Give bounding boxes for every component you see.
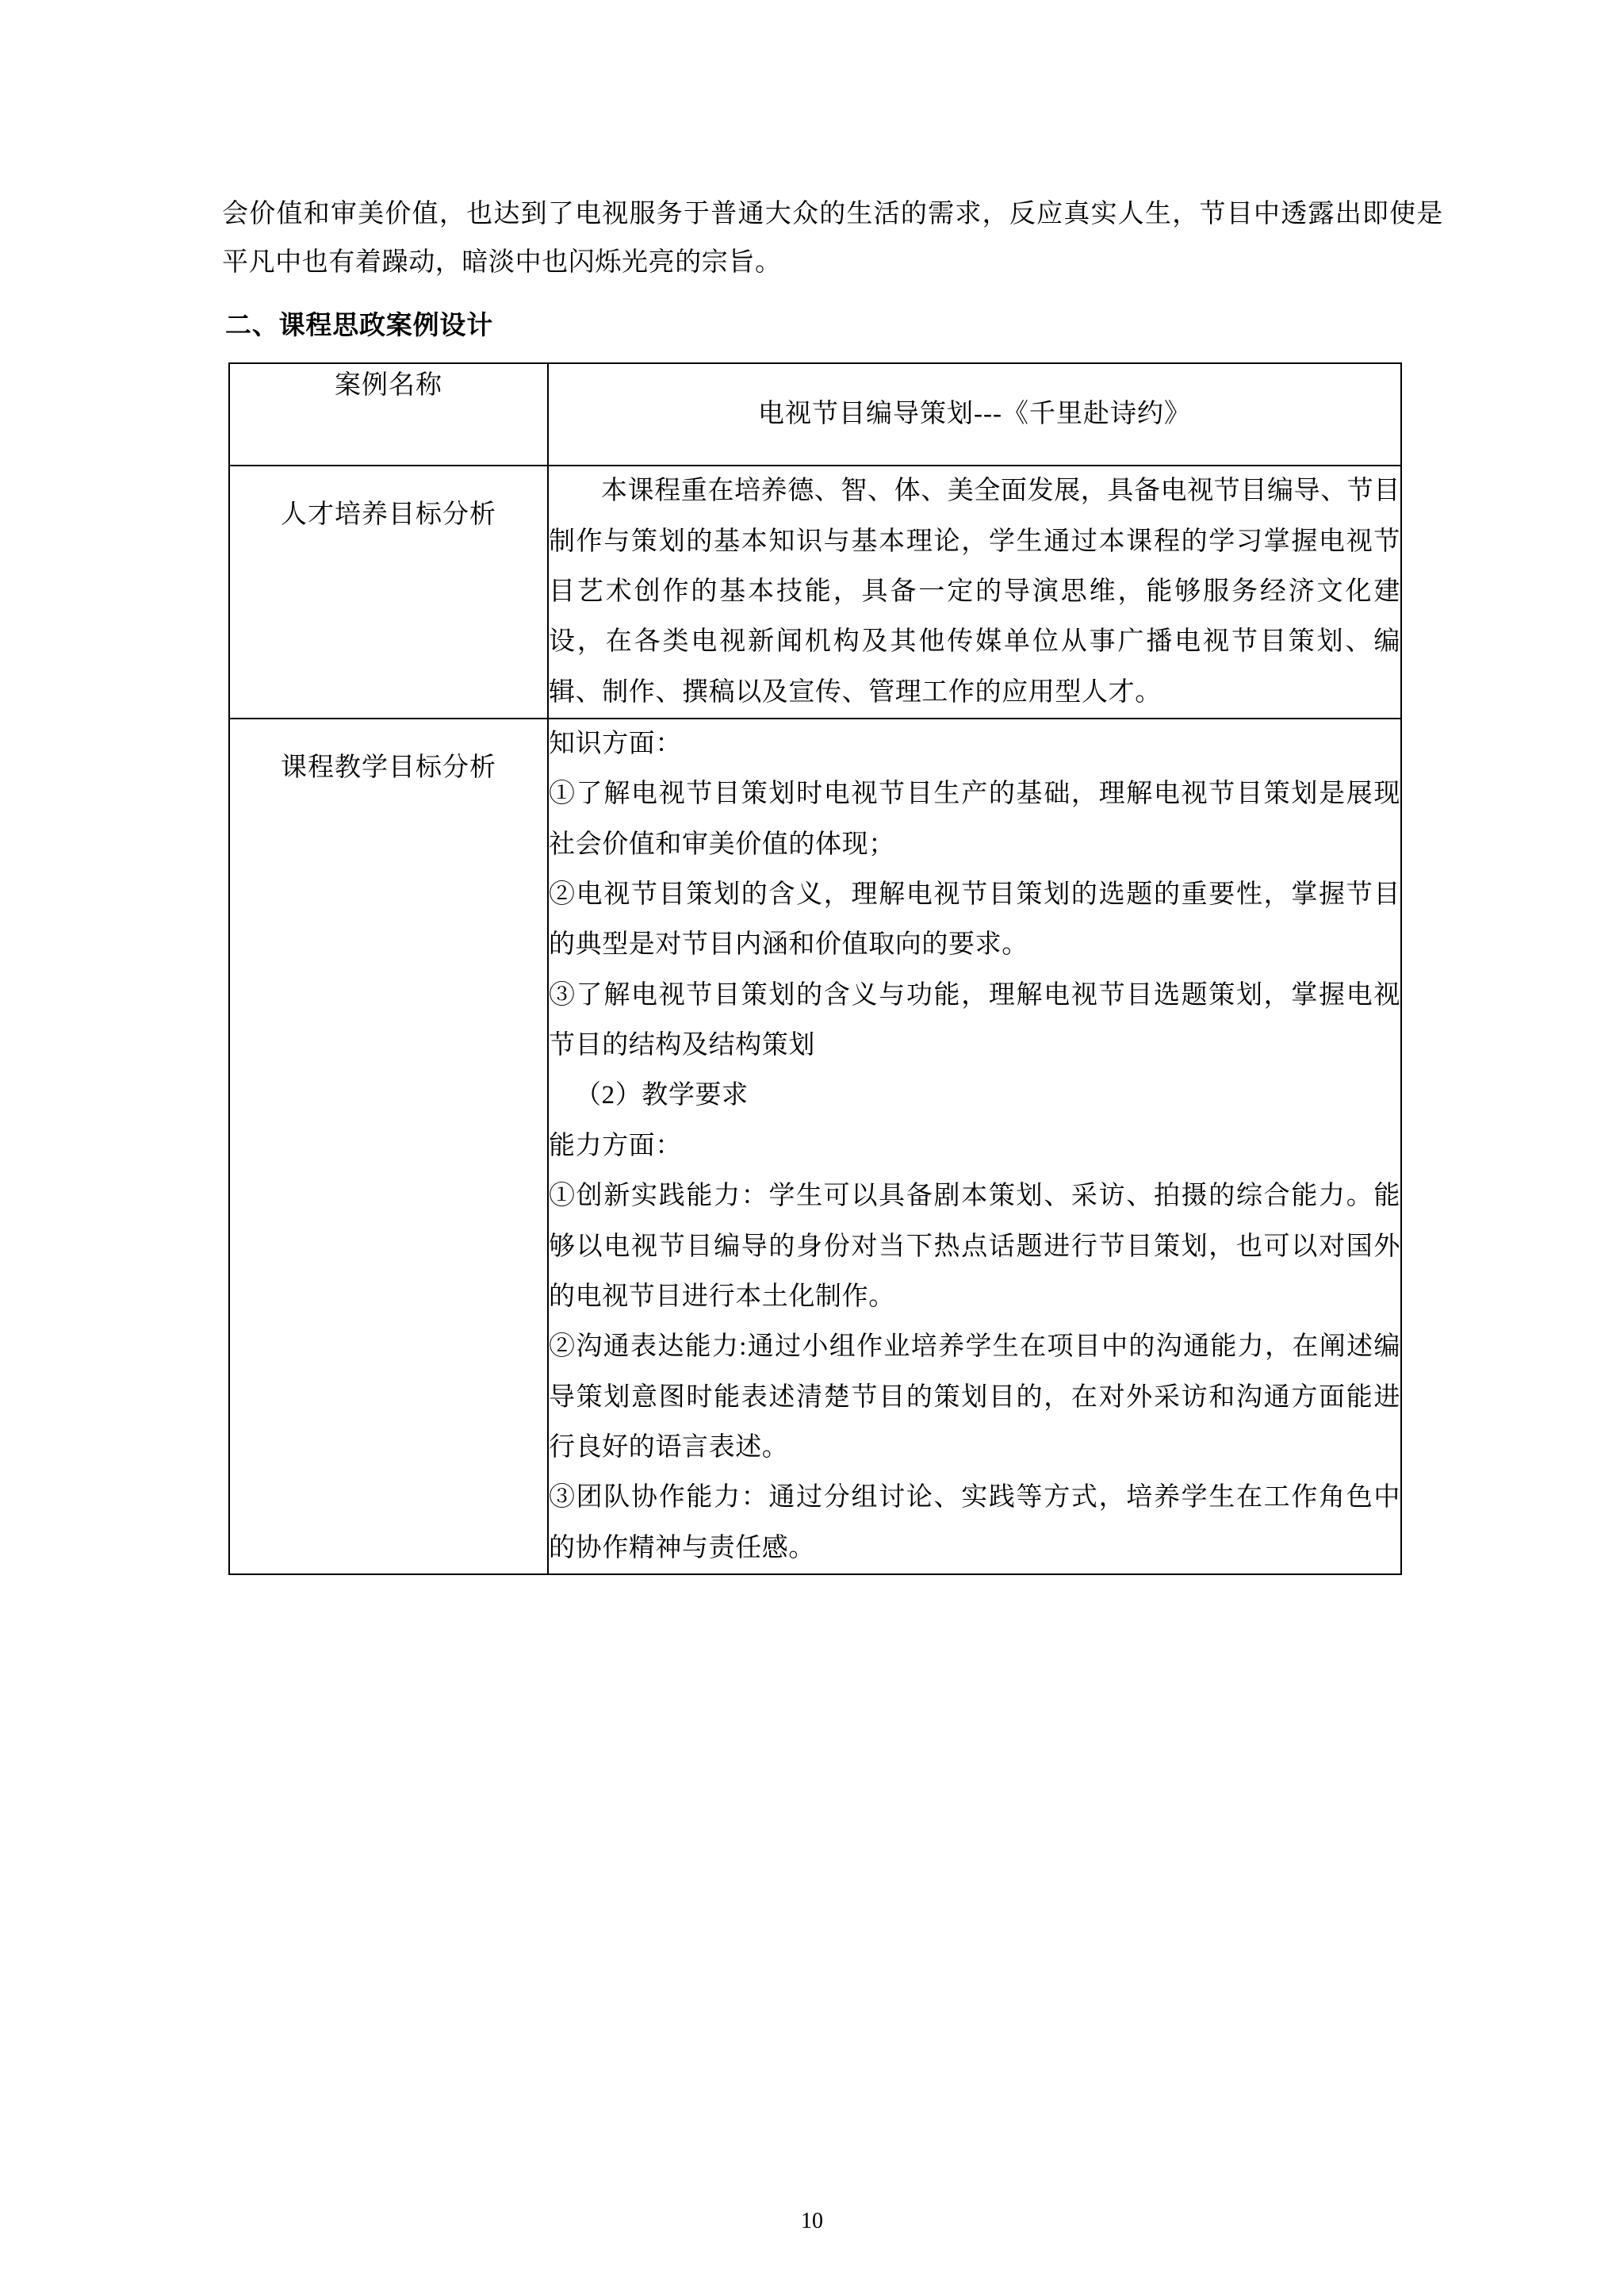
teaching-goal-line: ②沟通表达能力:通过小组作业培养学生在项目中的沟通能力，在阐述编导策划意图时能表述清楚节目的策划目的，在对外采访和沟通方面能进行良好的语言表述。	[549, 1332, 1400, 1462]
table-row	[229, 466, 1401, 719]
table-row	[229, 363, 1401, 466]
case-name-text: 电视节目编导策划---《千里赴诗约》	[758, 399, 1191, 428]
row-value-case-name	[548, 363, 1401, 466]
row-label-talent-goal: 人才培养目标分析	[229, 466, 548, 719]
teaching-goal-line: ①创新实践能力：学生可以具备剧本策划、采访、拍摄的综合能力。能够以电视节目编导的身份对当下热点话题进行节目策划，也可以对国外的电视节目进行本土化制作。	[549, 1182, 1400, 1311]
row-label-case-name: 案例名称	[229, 363, 548, 466]
table-row	[229, 719, 1401, 1574]
talent-goal-text: 本课程重在培养德、智、体、美全面发展，具备电视节目编导、节目制作与策划的基本知识与基本理论，学生通过本课程的学习掌握电视节目艺术创作的基本技能，具备一定的导演思维，能够服务经济文化建设，在各类电视新闻机构及其他传媒单位从事广播电视节目策划、编辑、制作、撰稿以及宣传、管理工作的应用型人才。	[549, 477, 1400, 707]
case-design-table	[228, 362, 1402, 1575]
row-label-teaching-goal: 课程教学目标分析	[229, 719, 548, 1574]
row-value-teaching-goal	[548, 719, 1401, 1574]
teaching-goal-line: ②电视节目策划的含义，理解电视节目策划的选题的重要性，掌握节目的典型是对节目内涵和价值取向的要求。	[549, 880, 1400, 960]
teaching-goal-line: ③团队协作能力：通过分组讨论、实践等方式，培养学生在工作角色中的协作精神与责任感。	[549, 1483, 1400, 1562]
teaching-goal-line: ①了解电视节目策划时电视节目生产的基础，理解电视节目策划是展现社会价值和审美价值的体现；	[549, 780, 1400, 859]
teaching-goal-line: 能力方面：	[549, 1131, 682, 1160]
section-heading: 二、课程思政案例设计	[225, 312, 493, 341]
teaching-goal-line: ③了解电视节目策划的含义与功能，理解电视节目选题策划，掌握电视节目的结构及结构策划	[549, 980, 1400, 1060]
page-number: 10	[801, 2209, 823, 2233]
teaching-goal-line: （2）教学要求	[575, 1081, 749, 1110]
row-value-talent-goal	[548, 466, 1401, 719]
intro-paragraph: 会价值和审美价值，也达到了电视服务于普通大众的生活的需求，反应真实人生，节目中透露出即使是平凡中也有着躁动，暗淡中也闪烁光亮的宗旨。	[222, 200, 1443, 278]
teaching-goal-line: 知识方面：	[549, 729, 682, 758]
